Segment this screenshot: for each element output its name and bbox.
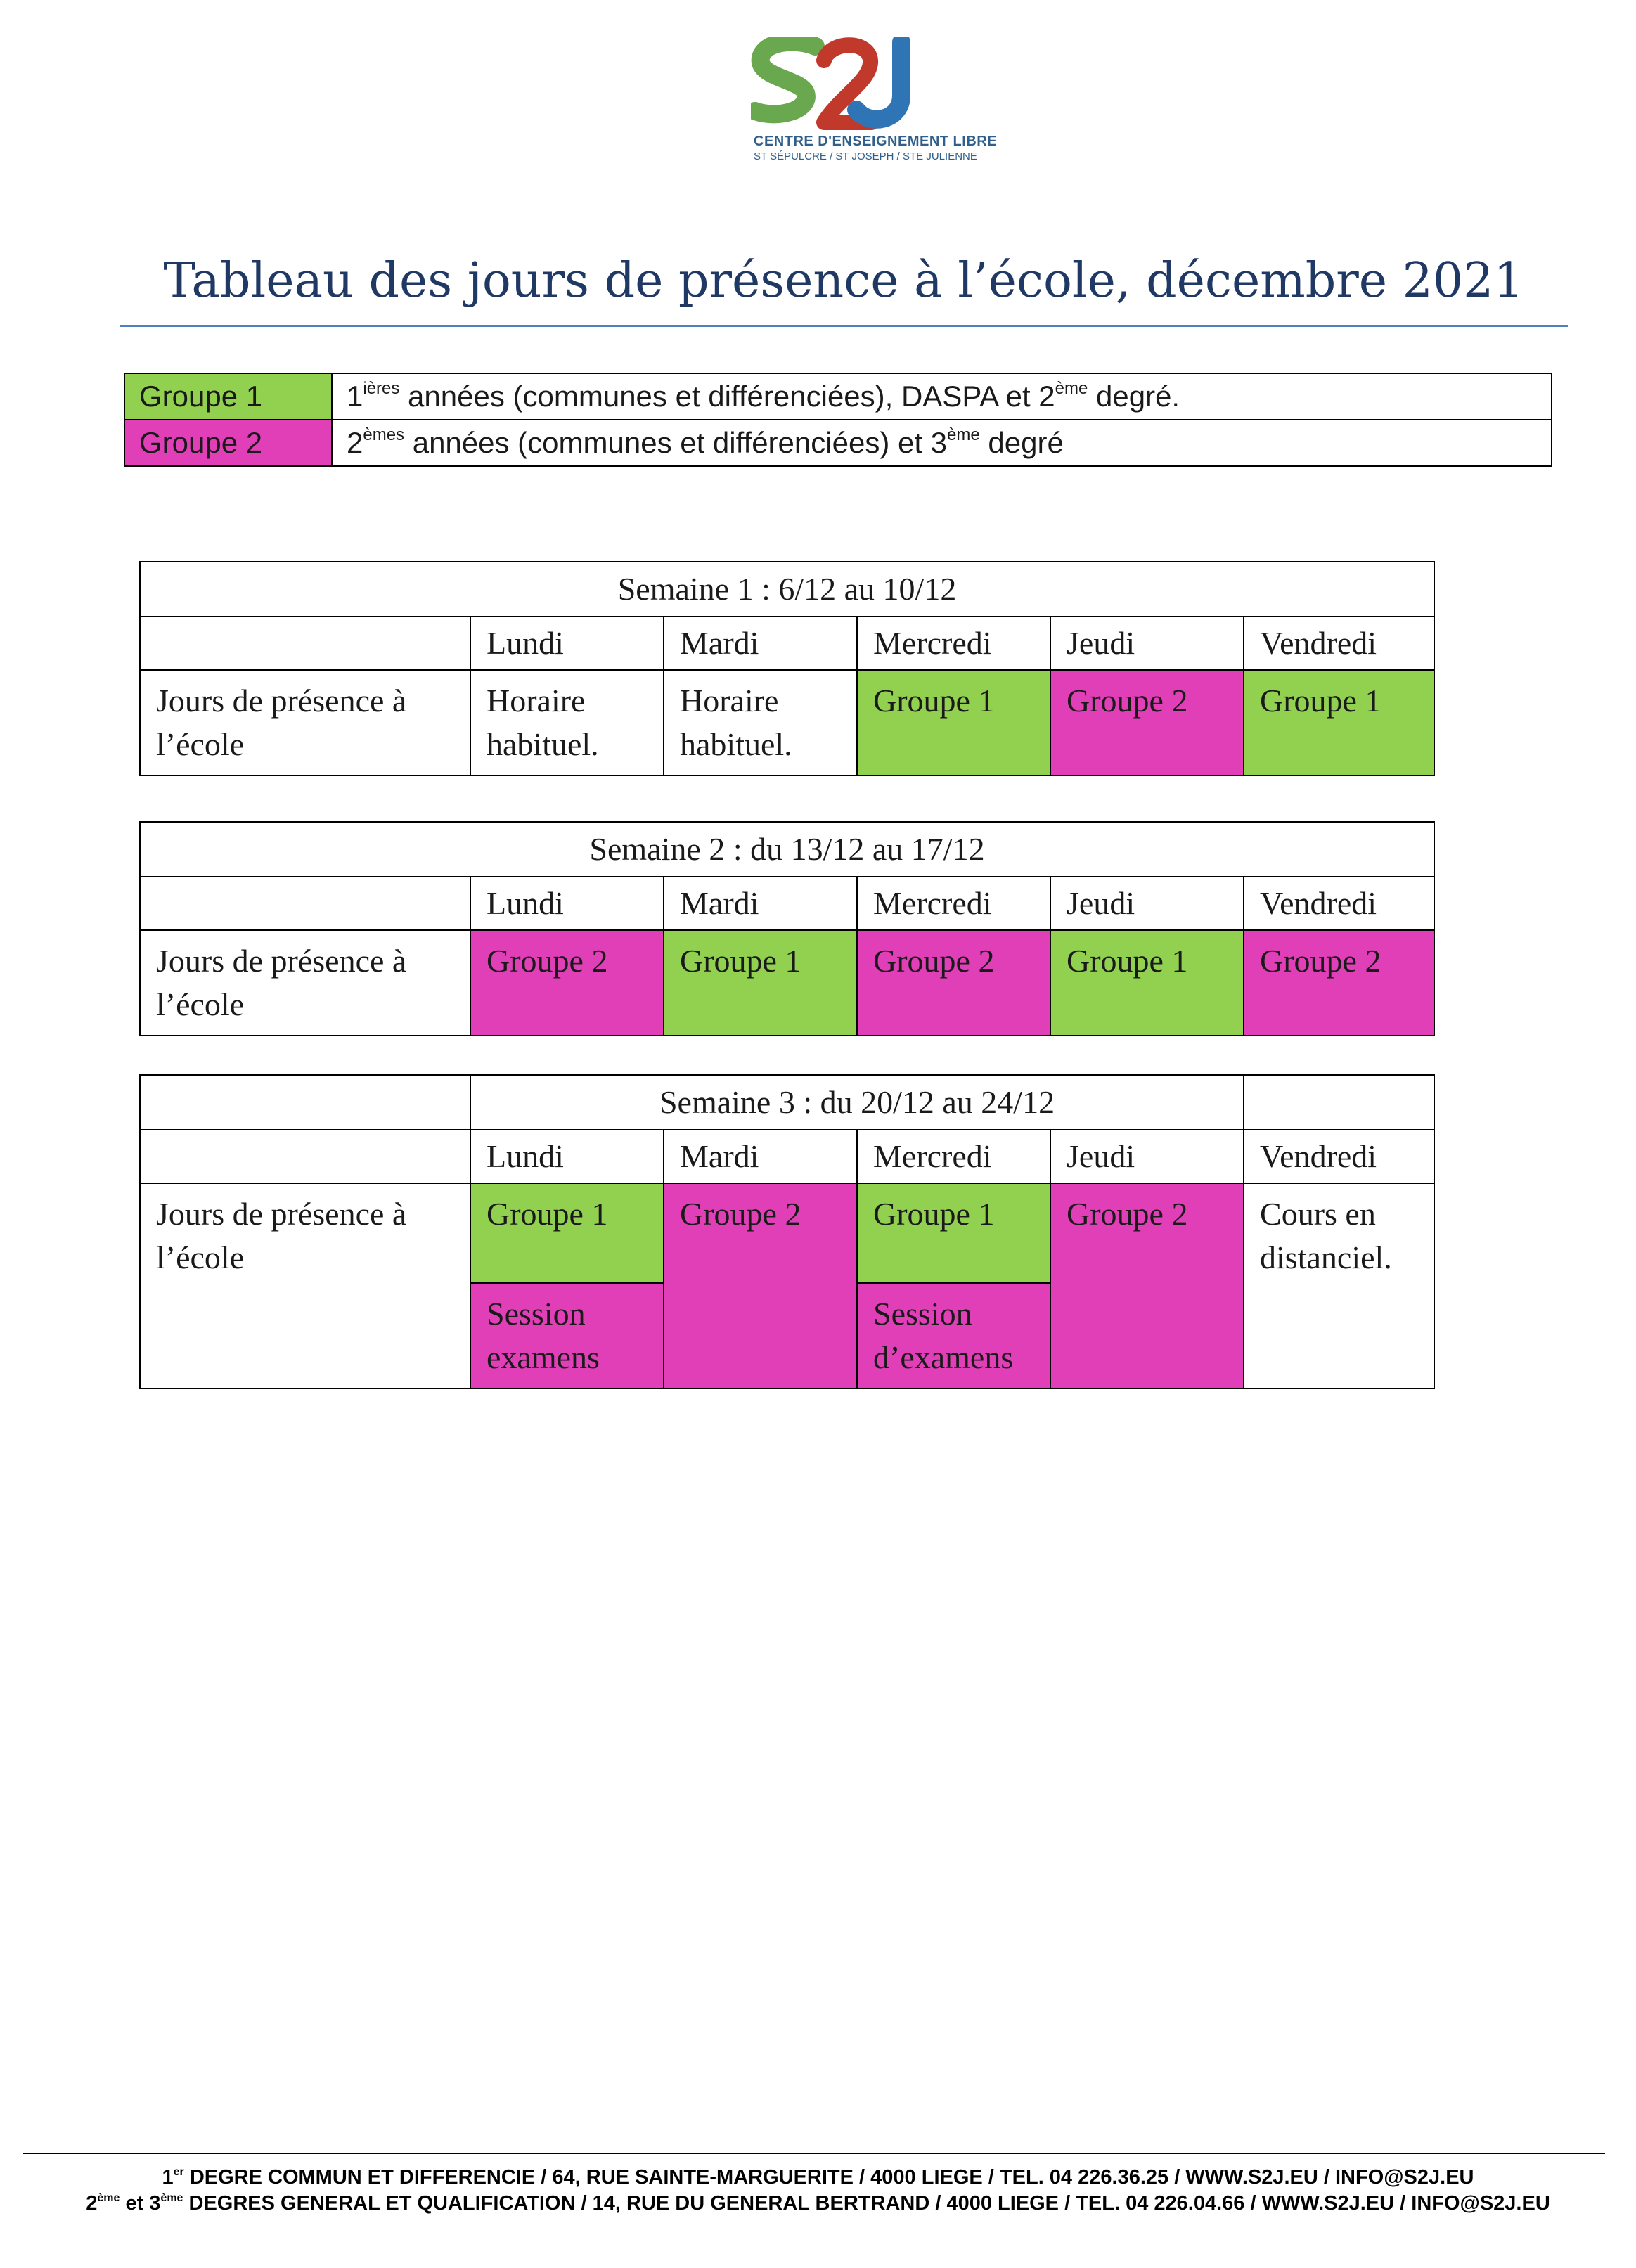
week-3-monday: Groupe 1 [470,1183,664,1283]
page-title: Tableau des jours de présence à l’école, décembre 2021 [163,253,1524,309]
legend-group-1-description: $1^{ières}$ années (communes et différenciées), DASPA et 2ème degré. [332,373,1552,420]
day-header: Mercredi [857,1130,1050,1183]
legend-group-2-label: Groupe 2 [124,420,332,466]
week-2-table [139,821,1435,1036]
legend-row-group-1 [124,373,1552,420]
footer-divider [23,2153,1605,2154]
day-header: Mercredi [857,877,1050,930]
week-2-tuesday: Groupe 1 [664,930,857,1036]
week-3-corner-right [1244,1075,1434,1130]
week-2-monday: Groupe 2 [470,930,664,1036]
week-3-title: Semaine 3 : du 20/12 au 24/12 [470,1075,1244,1130]
row-label: Jours de présence à l’école [140,1183,470,1388]
day-header: Jeudi [1050,1130,1244,1183]
day-header: Vendredi [1244,617,1434,670]
week-2-wednesday: Groupe 2 [857,930,1050,1036]
week-1-title: Semaine 1 : 6/12 au 10/12 [140,562,1434,617]
group-legend [124,373,1552,467]
day-header: Mardi [664,1130,857,1183]
week-3-table [139,1074,1435,1389]
week-1-friday: Groupe 1 [1244,670,1434,775]
footer-line-1: 1er DEGRE COMMUN ET DIFFERENCIE / 64, RUE SAINTE-MARGUERITE / 4000 LIEGE / TEL. 04 226.36.25 / WWW.S2J.EU / INFO@S2J.EU [162,2166,1474,2189]
week-3-tuesday: Groupe 2 [664,1183,857,1388]
day-header: Mercredi [857,617,1050,670]
row-label: Jours de présence à l’école [140,930,470,1036]
week-1-thursday: Groupe 2 [1050,670,1244,775]
legend-row-group-2 [124,420,1552,466]
day-header: Vendredi [1244,877,1434,930]
day-header: Lundi [470,1130,664,1183]
week-2-title: Semaine 2 : du 13/12 au 17/12 [140,822,1434,877]
legend-group-1-label: Groupe 1 [124,373,332,420]
logo-line-1: CENTRE D'ENSEIGNEMENT LIBRE [754,134,998,149]
day-header: Lundi [470,877,664,930]
week-3-monday-session: Session examens [470,1283,664,1388]
week-2-thursday: Groupe 1 [1050,930,1244,1036]
week-2-corner [140,877,470,930]
day-header: Mardi [664,617,857,670]
week-1-corner [140,617,470,670]
logo-line-2: ST SÉPULCRE / ST JOSEPH / STE JULIENNE [754,150,977,162]
week-3-corner [140,1130,470,1183]
day-header: Jeudi [1050,877,1244,930]
week-3-thursday: Groupe 2 [1050,1183,1244,1388]
week-1-monday: Horaire habituel. [470,670,664,775]
logo [751,37,998,170]
day-header: Jeudi [1050,617,1244,670]
legend-group-2-description: 2èmes années (communes et différenciées) et 3ème degré [332,420,1552,466]
row-label: Jours de présence à l’école [140,670,470,775]
week-3-wednesday: Groupe 1 [857,1183,1050,1283]
week-1-table [139,561,1435,776]
title-underline [120,325,1568,327]
week-3-corner-top [140,1075,470,1130]
week-2-friday: Groupe 2 [1244,930,1434,1036]
week-3-friday: Cours en distanciel. [1244,1183,1434,1388]
day-header: Vendredi [1244,1130,1434,1183]
s2j-logo-icon [751,37,927,131]
week-1-wednesday: Groupe 1 [857,670,1050,775]
footer-line-2: 2ème et 3ème DEGRES GENERAL ET QUALIFICATION / 14, RUE DU GENERAL BERTRAND / 4000 LIEGE / TEL. 04 226.04.66 / WWW.S2J.EU / INFO@S2J.EU [86,2192,1550,2215]
day-header: Mardi [664,877,857,930]
week-1-tuesday: Horaire habituel. [664,670,857,775]
day-header: Lundi [470,617,664,670]
week-3-wednesday-session: Session d’examens [857,1283,1050,1388]
